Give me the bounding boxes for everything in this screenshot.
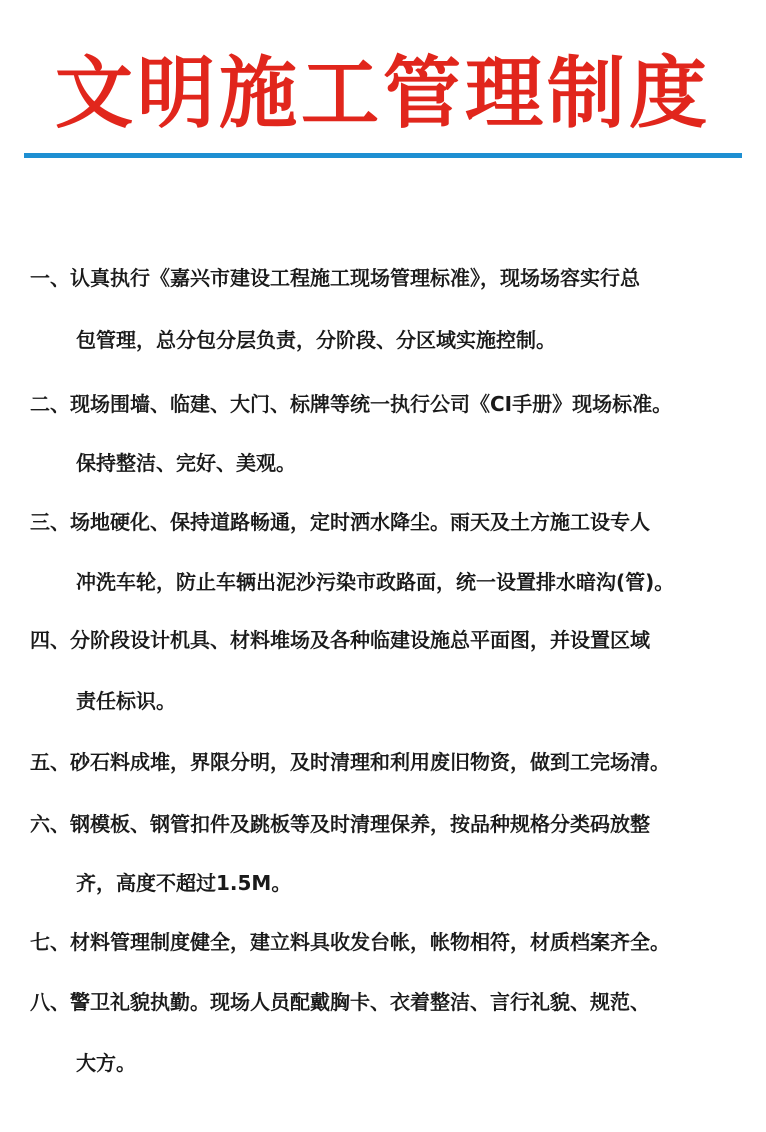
rule-2-line-2	[0, 443, 766, 483]
rule-4-line-1	[0, 620, 766, 660]
rule-5-line-1	[0, 742, 766, 782]
rule-1-text-2: 包管理，总分包分层负责，分阶段、分区域实施控制。	[76, 328, 556, 352]
rule-2-line-1	[0, 384, 766, 424]
rule-4-line-2	[0, 681, 766, 721]
rule-1-line-1	[0, 258, 766, 298]
rule-8-line-2	[0, 1043, 766, 1083]
rule-5-text-1: 五、砂石料成堆，界限分明，及时清理和利用废旧物资，做到工完场清。	[30, 750, 670, 774]
rule-7-text-1: 七、材料管理制度健全，建立料具收发台帐，帐物相符，材质档案齐全。	[30, 930, 670, 954]
rule-4-text-1: 四、分阶段设计机具、材料堆场及各种临建设施总平面图，并设置区域	[30, 628, 650, 652]
rule-3-line-2	[0, 562, 766, 602]
rule-6-line-1	[0, 804, 766, 844]
title-divider	[24, 153, 742, 158]
rule-1-text-1: 一、认真执行《嘉兴市建设工程施工现场管理标准》，现场场容实行总	[30, 266, 640, 290]
rule-3-text-2: 冲洗车轮，防止车辆出泥沙污染市政路面，统一设置排水暗沟(管)。	[76, 570, 675, 594]
rule-8-text-1: 八、警卫礼貌执勤。现场人员配戴胸卡、衣着整洁、言行礼貌、规范、	[30, 990, 650, 1014]
rule-7-line-1	[0, 922, 766, 962]
rule-1-line-2	[0, 320, 766, 360]
rule-2-text-1: 二、现场围墙、临建、大门、标牌等统一执行公司《CI手册》现场标准。	[30, 392, 673, 416]
rule-6-text-1: 六、钢模板、钢管扣件及跳板等及时清理保养，按品种规格分类码放整	[30, 812, 650, 836]
rule-6-line-2	[0, 863, 766, 903]
rule-3-line-1	[0, 502, 766, 542]
rule-4-text-2: 责任标识。	[76, 689, 176, 713]
rule-6-text-2: 齐，高度不超过1.5M。	[76, 871, 292, 895]
rule-2-text-2: 保持整洁、完好、美观。	[76, 451, 296, 475]
page-title: 文明施工管理制度	[54, 49, 711, 139]
rule-8-line-1	[0, 982, 766, 1022]
rule-3-text-1: 三、场地硬化、保持道路畅通，定时洒水降尘。雨天及土方施工设专人	[30, 510, 650, 534]
rule-8-text-2: 大方。	[76, 1051, 136, 1075]
